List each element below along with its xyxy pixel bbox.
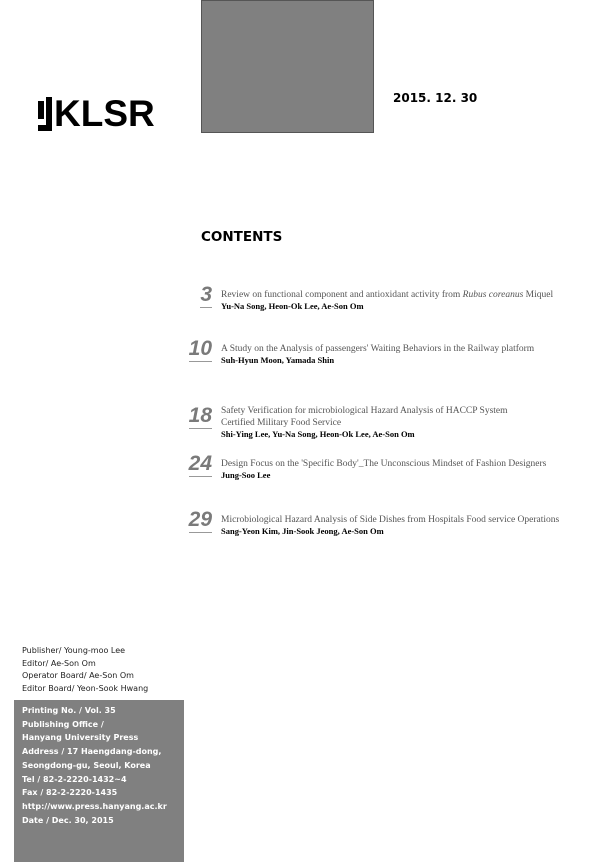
article-authors: Jung-Soo Lee bbox=[221, 470, 271, 480]
article-authors: Shi-Ying Lee, Yu-Na Song, Heon-Ok Lee, Ae-Son Om bbox=[221, 429, 415, 439]
page-number: 29 bbox=[188, 508, 212, 531]
printing-line: Publishing Office / bbox=[22, 719, 104, 729]
printing-line: Address / 17 Haengdang-dong, bbox=[22, 747, 162, 757]
article-authors: Sang-Yeon Kim, Jin-Sook Jeong, Ae-Son Om bbox=[221, 526, 384, 536]
publisher-info bbox=[22, 645, 148, 695]
contents-heading: CONTENTS bbox=[201, 229, 283, 245]
operator-board-line: Operator Board/ Ae-Son Om bbox=[22, 671, 134, 680]
publisher-line: Publisher/ Young-moo Lee bbox=[22, 646, 126, 655]
article-title: Microbiological Hazard Analysis of Side Dishes from Hospitals Food service Operations bbox=[221, 515, 560, 525]
logo-mark-icon bbox=[38, 97, 52, 131]
printing-line: Hanyang University Press bbox=[22, 733, 139, 743]
editor-line: Editor/ Ae-Son Om bbox=[22, 658, 96, 668]
page-number: 3 bbox=[200, 283, 212, 306]
printing-line: Tel / 82-2-2220-1432~4 bbox=[22, 774, 127, 784]
journal-logo bbox=[38, 93, 155, 134]
printing-line: Seongdong-gu, Seoul, Korea bbox=[22, 760, 151, 770]
printing-info-box bbox=[14, 700, 184, 862]
article-title: Review on functional component and antioxidant activity from Rubus coreanus Miquel bbox=[221, 290, 554, 300]
printing-line: Date / Dec. 30, 2015 bbox=[22, 815, 114, 825]
article-authors: Yu-Na Song, Heon-Ok Lee, Ae-Son Om bbox=[221, 301, 364, 311]
article-title: Design Focus on the 'Specific Body'_The Unconscious Mindset of Fashion Designers bbox=[221, 459, 547, 469]
website-link[interactable]: http://www.press.hanyang.ac.kr bbox=[22, 801, 167, 811]
page-number: 18 bbox=[188, 404, 212, 427]
issue-date: 2015. 12. 30 bbox=[393, 91, 478, 105]
printing-line: Printing No. / Vol. 35 bbox=[22, 706, 116, 715]
page-number: 10 bbox=[188, 337, 212, 360]
cover-image-placeholder bbox=[201, 0, 374, 133]
page-number: 24 bbox=[188, 452, 212, 475]
article-title: A Study on the Analysis of passengers' Waiting Behaviors in the Railway platform bbox=[221, 344, 535, 354]
article-authors: Suh-Hyun Moon, Yamada Shin bbox=[221, 355, 335, 365]
article-title-line1: Safety Verification for microbiological Hazard Analysis of HACCP System bbox=[221, 406, 508, 416]
printing-line: Fax / 82-2-2220-1435 bbox=[22, 788, 118, 798]
logo-text: KLSR bbox=[54, 93, 155, 134]
article-title-line2: Certified Military Food Service bbox=[221, 418, 342, 428]
editor-board-line: Editor Board/ Yeon-Sook Hwang bbox=[22, 683, 149, 693]
